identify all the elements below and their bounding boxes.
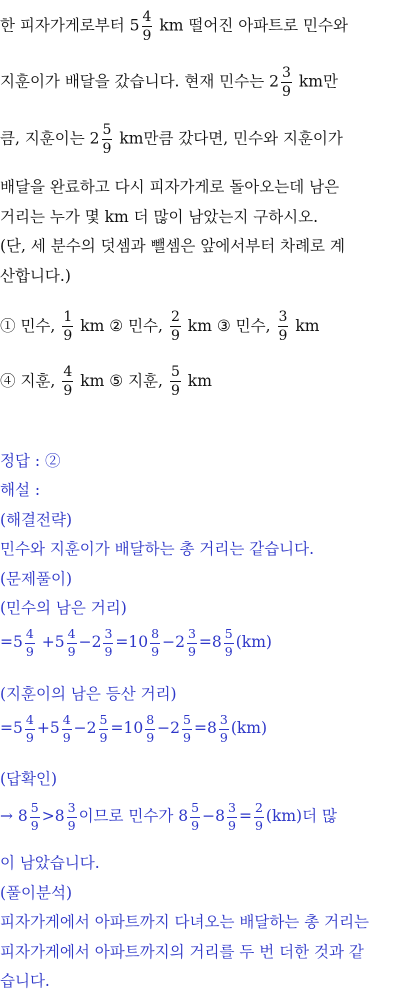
numerator: 4 [63, 364, 73, 380]
numerator: 2 [170, 309, 180, 325]
fraction [170, 365, 181, 398]
answer-label: 정답 : [0, 452, 46, 470]
strategy-heading: (해결전략) [0, 511, 72, 529]
choice-marker: ④ [0, 371, 16, 390]
choice-marker: ③ [216, 316, 231, 335]
analysis-line-1: 피자가게에서 아파트까지 다녀오는 배달하는 총 거리는 [0, 913, 370, 931]
problem-line-2 [0, 66, 338, 99]
mixed-whole: 5 [129, 16, 140, 35]
problem-text: km만 [293, 72, 338, 91]
numerator: 4 [142, 9, 152, 25]
numerator: 3 [282, 65, 291, 81]
problem-line-3 [0, 123, 343, 156]
choice-2[interactable] [109, 309, 212, 344]
choices-row-2 [0, 365, 212, 398]
choice-5[interactable] [109, 364, 212, 399]
choice-unit: km [187, 316, 212, 335]
choice-marker: ② [109, 316, 124, 335]
problem-text: km 떨어진 아파트로 민수와 [154, 16, 348, 35]
choice-3[interactable] [216, 309, 320, 344]
choice-name: 민수, [20, 316, 56, 335]
fraction [281, 66, 292, 99]
choice-unit: km [80, 316, 105, 335]
choice-unit: km [80, 371, 105, 390]
problem-text: 지훈이가 배달을 갔습니다. 현재 민수는 [0, 72, 270, 91]
denominator: 9 [278, 328, 288, 344]
numerator: 5 [102, 122, 112, 138]
problem-text: 한 피자가게로부터 [0, 16, 130, 35]
problem-text: km만큼 갔다면, 민수와 지훈이가 [114, 129, 343, 148]
choice-name: 지훈, [128, 371, 163, 390]
fraction [142, 10, 153, 43]
problem-line-6: (단, 세 분수의 덧셈과 뺄셈은 앞에서부터 차례로 계 [0, 237, 345, 255]
choice-marker: ① [0, 316, 16, 335]
choice-4[interactable] [0, 364, 105, 399]
denominator: 9 [102, 141, 112, 157]
problem-text: 큼, 지훈이는 [0, 129, 90, 148]
denominator: 9 [282, 84, 291, 100]
analysis-heading: (풀이분석) [0, 884, 72, 902]
minsu-heading: (민수의 남은 거리) [0, 599, 127, 617]
mixed-whole: 2 [269, 72, 280, 91]
check-line: → 8 $\frac{5}{9}$ >8 $\frac{3}{9}$ 이므로 민수가 8 $\frac{5}{9}$ −8 $\frac{3}{9}$ = $\frac{2}{9}$ (km)더 많 [0, 800, 337, 833]
check-heading: (답확인) [0, 770, 58, 788]
jihun-heading: (지훈이의 남은 등산 거리) [0, 685, 177, 703]
choice-marker: ⑤ [109, 371, 124, 390]
choice-unit: km [187, 371, 212, 390]
mixed-whole: 2 [89, 129, 100, 148]
fraction [170, 310, 181, 343]
numerator: 3 [278, 309, 288, 325]
choice-name: 민수, [235, 316, 271, 335]
jihun-equation: =5 $\frac{4}{9}$ +5 $\frac{4}{9}$ −2 $\frac{5}{9}$ =10 $\frac{8}{9}$ −2 $\frac{5}{9}$ =8 $\frac{3}{9}$ (km) [0, 712, 268, 745]
answer-line [0, 451, 61, 471]
solve-heading: (문제풀이) [0, 570, 72, 588]
explain-label: 해설 : [0, 481, 41, 499]
problem-line-5: 거리는 누가 몇 km 더 많이 남았는지 구하시오. [0, 208, 319, 226]
denominator: 9 [142, 28, 152, 44]
check-line-2: 이 남았습니다. [0, 854, 100, 872]
fraction [62, 365, 73, 398]
choice-unit: km [295, 316, 320, 335]
answer-value: ② [45, 452, 61, 470]
problem-line-1 [0, 10, 348, 43]
strategy-text: 민수와 지훈이가 배달하는 총 거리는 같습니다. [0, 540, 315, 558]
analysis-line-2: 피자가게에서 아파트까지의 거리를 두 번 더한 것과 같 [0, 943, 364, 961]
minsu-equation: =5 $\frac{4}{9}$ +5 $\frac{4}{9}$ −2 $\frac{3}{9}$ =10 $\frac{8}{9}$ −2 $\frac{3}{9}$ =8 $\frac{5}{9}$ (km) [0, 626, 272, 659]
denominator: 9 [63, 328, 73, 344]
choice-1[interactable] [0, 309, 105, 344]
fraction [278, 310, 289, 343]
denominator: 9 [63, 383, 73, 399]
choices-row-1 [0, 310, 320, 343]
denominator: 9 [170, 383, 180, 399]
fraction [102, 123, 113, 156]
numerator: 1 [63, 309, 73, 325]
numerator: 5 [170, 364, 180, 380]
fraction [62, 310, 73, 343]
denominator: 9 [170, 328, 180, 344]
choice-name: 민수, [128, 316, 163, 335]
choice-name: 지훈, [20, 371, 56, 390]
problem-line-4: 배달을 완료하고 다시 피자가게로 돌아오는데 남은 [0, 178, 340, 196]
analysis-line-3: 습니다. [0, 972, 50, 990]
problem-line-7: 산합니다.) [0, 267, 71, 285]
